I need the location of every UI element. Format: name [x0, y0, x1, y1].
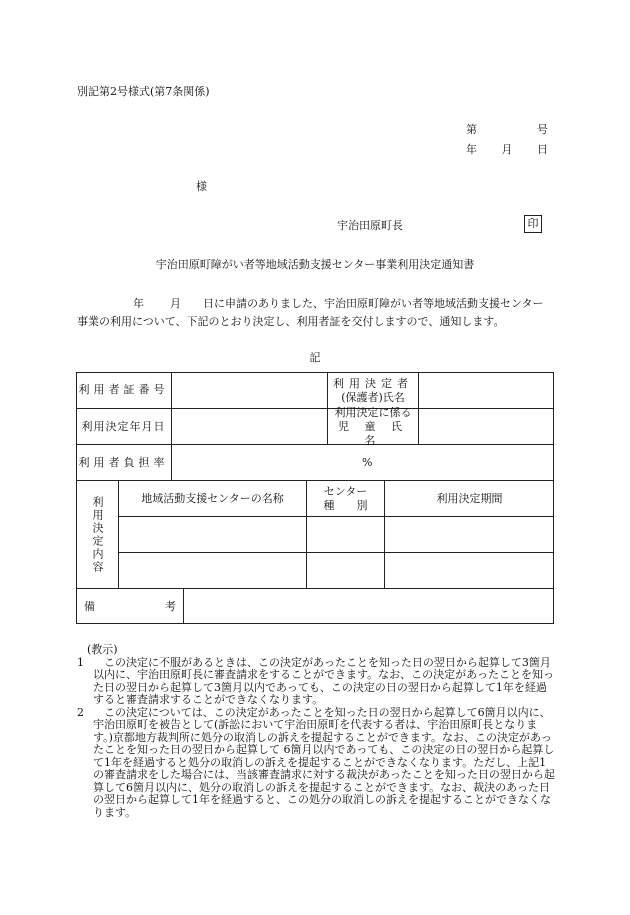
instructions-heading: (教示) — [87, 643, 118, 656]
instruction-text-2: この決定については、この決定があったことを知った日の翌日から起算して6箇月以内に、宇治田原町を被告として(訴訟において宇治田原町を代表する者は、宇治田原町長となります。)京都地方裁判所に処分の取消しの訴えを提起することができます。なお、この決定があったことを知った日の翌日から起算して 6箇月以内であっても、この決定の日の翌日から起算して1年を経過すると処分の取消しの訴えを提起することができなくなります。ただし、上記1の審査請求をした場合には、当該審査請求に対する裁決があったことを知った日の翌日から起算して6箇月以内に、処分の取消しの訴えを提起することができます。なお、裁決のあった日の翌日から起算して1年を経過すると、この処分の取消しの訴えを提起することができなくなります。 — [93, 705, 555, 819]
seal-mark: 印 — [524, 215, 542, 233]
decision-target-line1: 利用決定者 — [333, 377, 413, 390]
center-type-line1: センター — [323, 485, 368, 498]
child-name-line2: 児 童 氏 名 — [338, 420, 408, 447]
remarks-label — [84, 589, 176, 624]
instruction-number-1: 1 — [77, 655, 84, 669]
user-cert-number-value[interactable] — [172, 372, 327, 408]
addressee-suffix: 様 — [196, 180, 207, 193]
document-number — [466, 123, 548, 137]
user-cert-number-label: 利用者証番号 — [78, 383, 169, 396]
notice-body — [77, 295, 552, 331]
document-number-suffix: 号 — [537, 123, 548, 136]
decision-target-line2: (保護者)氏名 — [341, 391, 405, 404]
instruction-item-1 — [77, 657, 555, 707]
decision-detail-label: 利用決定内容 — [91, 495, 104, 574]
decision-period-header: 利用決定期間 — [436, 492, 503, 505]
burden-rate-label: 利用者負担率 — [78, 456, 169, 469]
center-type-line2: 種 別 — [323, 499, 368, 512]
center-name-cell-1[interactable] — [119, 517, 306, 552]
decision-date-value[interactable] — [172, 409, 327, 445]
remarks-label-1: 備 — [84, 599, 95, 613]
issuer-name: 宇治田原町長 — [337, 219, 403, 232]
child-name-label — [328, 406, 418, 447]
burden-rate-percent: % — [362, 456, 373, 469]
center-type-header — [307, 481, 384, 517]
instruction-text-1: この決定に不服があるときは、この決定があったことを知った日の翌日から起算して3箇月以内に、宇治田原町長に審査請求をすることができます。なお、この決定があったことを知った日の翌日から起算して3箇月以内であっても、この決定の日の翌日から起算して1年を経過すると審査請求することができなくなります。 — [93, 655, 555, 706]
remarks-label-2: 考 — [165, 599, 176, 613]
decision-period-cell-1[interactable] — [385, 517, 554, 552]
decision-target-value[interactable] — [419, 372, 554, 408]
document-date — [466, 143, 548, 157]
decision-target-label — [328, 373, 418, 409]
document-title: 宇治田原町障がい者等地域活動支援センター事業利用決定通知書 — [155, 258, 475, 271]
document-number-prefix: 第 — [466, 123, 477, 136]
instruction-item-2 — [77, 707, 555, 820]
center-name-header: 地域活動支援センターの名称 — [141, 492, 284, 505]
decision-period-cell-2[interactable] — [385, 553, 554, 588]
remarks-value[interactable] — [184, 589, 554, 624]
ki-heading: 記 — [309, 351, 321, 364]
form-label: 別記第2号様式(第7条関係) — [77, 85, 210, 98]
date-day: 日 — [537, 143, 548, 156]
decision-table — [76, 372, 554, 624]
date-month: 月 — [501, 143, 513, 156]
decision-date-label: 利用決定年月日 — [81, 420, 166, 433]
child-name-line1: 利用決定に係る — [334, 406, 412, 419]
date-year: 年 — [466, 143, 477, 156]
center-type-cell-1[interactable] — [307, 517, 384, 552]
center-type-cell-2[interactable] — [307, 553, 384, 588]
child-name-value[interactable] — [419, 409, 554, 445]
body-month: 月 — [170, 297, 181, 310]
body-text: 日に申請のありました、宇治田原町障がい者等地域活動支援センター事業の利用について、下記のとおり決定し、利用者証を交付しますので、通知します。 — [77, 297, 544, 328]
instructions — [77, 644, 555, 819]
center-name-cell-2[interactable] — [119, 553, 306, 588]
instruction-number-2: 2 — [77, 705, 84, 719]
body-year: 年 — [133, 297, 144, 310]
decision-detail-label-cell — [76, 481, 118, 588]
